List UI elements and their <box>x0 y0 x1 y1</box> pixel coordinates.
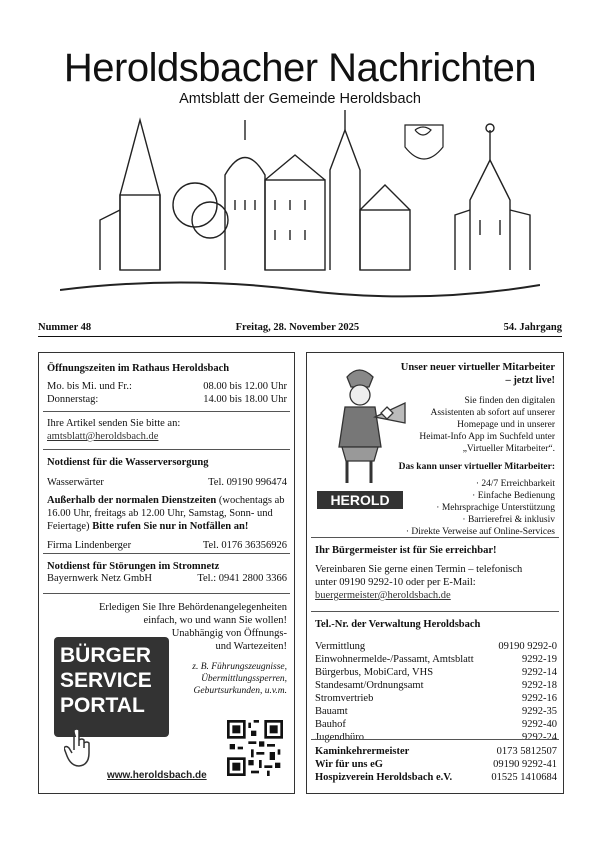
herold-body-line: Assistenten ab sofort auf unserer <box>430 408 555 418</box>
phone-row <box>315 679 557 692</box>
extra-phone-number: 09190 9292-41 <box>493 759 557 770</box>
phone-row <box>315 666 557 679</box>
mayor-text: unter 09190 9292-10 oder per E-Mail: <box>315 577 476 588</box>
mayor-email-link[interactable]: buergermeister@heroldsbach.de <box>315 590 451 601</box>
extra-phone-label: Kaminkehrermeister <box>315 746 410 757</box>
portal-example: Übermittlungssperren, <box>201 674 287 684</box>
phone-number: 9292-19 <box>522 654 557 665</box>
water-contact-tel: Tel. 09190 996474 <box>208 477 287 488</box>
articles-email-link[interactable]: amtsblatt@heroldsbach.de <box>47 431 159 442</box>
portal-example: Geburtsurkunden, u.v.m. <box>193 686 287 696</box>
herold-feature: · Direkte Verweise auf Online-Services <box>405 527 555 537</box>
hours-day: Mo. bis Mi. und Fr.: <box>47 381 132 392</box>
herold-feature: · Barrierefrei & inklusiv <box>462 515 555 525</box>
phone-number: 09190 9292-0 <box>498 641 557 652</box>
water-contact-name: Wasserwärter <box>47 477 104 488</box>
water-contact-row <box>47 476 287 489</box>
portal-text-line: und Wartezeiten! <box>215 641 287 652</box>
extra-phone-number: 0173 5812507 <box>496 746 557 757</box>
phone-row <box>315 692 557 705</box>
firm-name: Firma Lindenberger <box>47 540 132 551</box>
firm-contact-row <box>47 539 287 552</box>
portal-text-line: einfach, wo und wann Sie wollen! <box>143 615 287 626</box>
issue-number: Nummer 48 <box>38 322 92 333</box>
herald-mascot-icon <box>317 367 417 491</box>
herold-title: Unser neuer virtueller Mitarbeiter <box>400 362 555 373</box>
phone-label: Bauhof <box>315 719 346 730</box>
portal-text-line: Erledigen Sie Ihre Behördenangelegenheiten <box>98 602 287 613</box>
firm-tel: Tel. 0176 36356926 <box>202 540 287 551</box>
village-illustration <box>60 100 540 315</box>
phone-number: 9292-24 <box>522 732 557 743</box>
herold-feature: · Einfache Bedienung <box>472 491 555 501</box>
phone-number: 9292-16 <box>522 693 557 704</box>
phone-number: 9292-14 <box>522 667 557 678</box>
hours-row <box>47 393 287 406</box>
buergerservice-portal-logo[interactable] <box>54 637 169 737</box>
outside-hours-heading: Außerhalb der normalen Dienstzeiten <box>47 495 217 506</box>
mayor-text: Vereinbaren Sie gerne einen Termin – telefonisch <box>315 564 523 575</box>
phone-label: Standesamt/Ordnungsamt <box>315 680 424 691</box>
issue-info-row <box>38 322 562 337</box>
emergency-only-note: Bitte rufen Sie nur in Notfällen an! <box>92 521 249 532</box>
articles-note: Ihre Artikel senden Sie bitte an: <box>47 418 181 429</box>
portal-example: z. B. Führungszeugnisse, <box>192 662 287 672</box>
phone-label: Jugendbüro <box>315 732 364 743</box>
portal-logo-line: SERVICE <box>60 669 152 692</box>
phone-label: Einwohnermelde-/Passamt, Amtsblatt <box>315 654 474 665</box>
extra-phone-row <box>315 745 557 758</box>
herold-body-line: Heimat-Info App im Suchfeld unter <box>419 432 555 442</box>
phone-label: Bauamt <box>315 706 348 717</box>
phone-number: 9292-35 <box>522 706 557 717</box>
phone-number: 9292-40 <box>522 719 557 730</box>
outside-hours-note <box>47 494 287 533</box>
portal-text-line: Unabhängig von Öffnungs- <box>171 628 287 639</box>
herold-feature: · Mehrsprachige Unterstützung <box>436 503 555 513</box>
issue-volume: 54. Jahrgang <box>503 322 562 333</box>
herold-body-line: Sie finden den digitalen <box>464 396 555 406</box>
phone-label: Vermittlung <box>315 641 366 652</box>
phone-row <box>315 705 557 718</box>
portal-logo-line: PORTAL <box>60 694 145 717</box>
phone-label: Bürgerbus, MobiCard, VHS <box>315 667 434 678</box>
hours-day: Donnerstag: <box>47 394 99 405</box>
hand-pointer-icon <box>64 728 94 768</box>
herold-features-title: Das kann unser virtueller Mitarbeiter: <box>398 462 555 472</box>
phone-row <box>315 640 557 653</box>
phone-row <box>315 718 557 731</box>
power-contact-tel: Tel.: 0941 2800 3366 <box>197 573 287 584</box>
issue-date: Freitag, 28. November 2025 <box>235 322 360 333</box>
phone-row <box>315 653 557 666</box>
hours-time: 14.00 bis 18.00 Uhr <box>203 394 287 405</box>
newspaper-title: Heroldsbacher Nachrichten <box>63 46 537 90</box>
phone-label: Stromvertrieb <box>315 693 374 704</box>
herold-body-line: Homepage und in unserer <box>457 420 555 430</box>
herold-body-line: „Virtueller Mitarbeiter“. <box>462 444 555 454</box>
admin-phone-title: Tel.-Nr. der Verwaltung Heroldsbach <box>315 619 481 630</box>
extra-phone-label: Wir für uns eG <box>315 759 383 770</box>
hours-row <box>47 380 287 393</box>
extra-phone-number: 01525 1410684 <box>491 772 557 783</box>
outside-hours-text: (wochentags ab 16.00 Uhr, freitags ab 12.00 Uhr, Samstag, Sonn- und Feiertage) <box>47 495 285 532</box>
herold-feature: · 24/7 Erreichbarkeit <box>475 479 555 489</box>
qr-code-icon[interactable] <box>227 720 283 776</box>
extra-phone-row <box>315 771 557 784</box>
phone-row <box>315 731 557 744</box>
herold-badge: HEROLD <box>317 491 403 509</box>
extra-phone-label: Hospizverein Heroldsbach e.V. <box>315 772 453 783</box>
portal-website-link[interactable]: www.heroldsbach.de <box>107 770 207 781</box>
newspaper-subtitle: Amtsblatt der Gemeinde Heroldsbach <box>179 91 421 107</box>
mayor-title: Ihr Bürgermeister ist für Sie erreichbar! <box>315 545 497 556</box>
info-box-right <box>306 352 564 794</box>
power-service-title: Notdienst für Störungen im Stromnetz <box>47 561 220 572</box>
coat-of-arms-icon <box>405 125 443 159</box>
portal-logo-line: BÜRGER <box>60 644 152 667</box>
herold-live-label: – jetzt live! <box>505 375 555 386</box>
opening-hours-title: Öffnungszeiten im Rathaus Heroldsbach <box>47 363 230 374</box>
info-box-left <box>38 352 295 794</box>
power-contact-row <box>47 572 287 585</box>
phone-number: 9292-18 <box>522 680 557 691</box>
power-contact-name: Bayernwerk Netz GmbH <box>47 573 152 584</box>
extra-phone-row <box>315 758 557 771</box>
water-service-title: Notdienst für die Wasserversorgung <box>47 457 209 468</box>
hours-time: 08.00 bis 12.00 Uhr <box>203 381 287 392</box>
